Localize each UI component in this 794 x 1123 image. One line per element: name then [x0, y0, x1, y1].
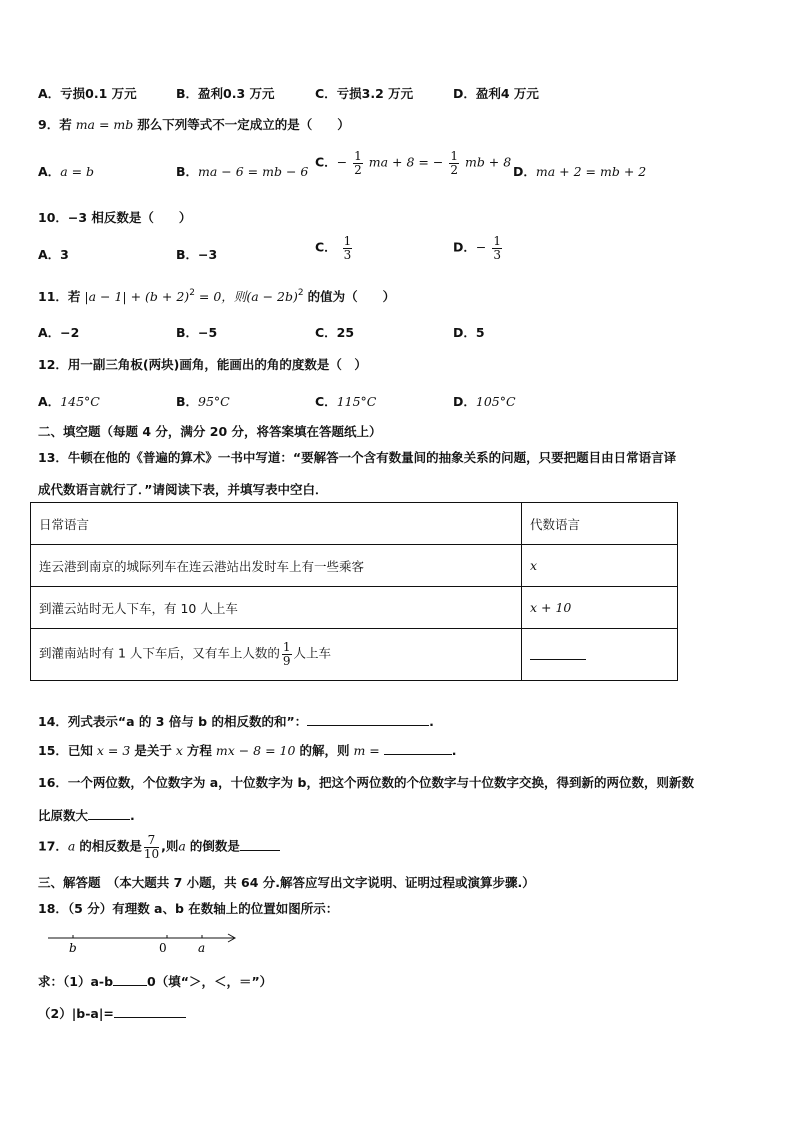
section-2-heading: 二、填空题（每题 4 分，满分 20 分，将答案填在答题纸上）: [38, 424, 382, 439]
number-line-diagram: [40, 926, 240, 956]
table-row: 到灌云站时无人下车，有 10 人上车 x + 10: [31, 587, 678, 629]
answer-blank: [530, 647, 586, 660]
q12-option-d: D．105°C: [453, 394, 516, 409]
question-16-line2: 比原数大 .: [38, 808, 135, 823]
label-b: b: [69, 941, 77, 955]
q10-option-d: D．− $\frac{1}{3}$: [453, 234, 501, 262]
question-14: 14．列式表示“a 的 3 倍与 b 的相反数的和”： .: [38, 714, 434, 729]
q11-option-c: C．25: [315, 325, 355, 340]
question-11-stem: 11．若 $|a - 1| + (b + 2)^2 = 0$，则$(a - 2b)^2$ 的值为（ ）: [38, 288, 396, 304]
table-row: 到灌南站时有 1 人下车后，又有车上人数的 $\frac{1}{9}$ 人上车: [31, 629, 678, 681]
option-d: D．盈利4 万元: [453, 86, 539, 101]
answer-blank: [88, 807, 130, 820]
label-zero: 0: [159, 941, 167, 955]
label-a: a: [198, 941, 206, 955]
question-18-stem: 18．（5 分）有理数 a、b 在数轴上的位置如图所示：: [38, 901, 339, 916]
fraction: $\frac{1}{3}$: [493, 234, 501, 262]
option-c: C．亏损3.2 万元: [315, 86, 414, 101]
fraction: $\frac{1}{3}$: [343, 234, 352, 262]
answer-blank: [113, 973, 147, 986]
q9-option-b: B．ma − 6 = mb − 6: [176, 164, 309, 179]
question-13-line2: 成代数语言就行了．”请阅读下表，并填写表中空白．: [38, 482, 328, 497]
question-9-stem: 9．若 ma = mb 那么下列等式不一定成立的是（ ）: [38, 117, 350, 132]
q11-option-a: A．−2: [38, 325, 80, 340]
section-3-heading: 三、解答题 （本大题共 7 小题，共 64 分.解答应写出文字说明、证明过程或演算步骤.）: [38, 875, 535, 890]
table-header-daily: 日常语言: [31, 503, 522, 545]
q12-option-a: A．145°C: [38, 394, 100, 409]
q10-option-b: B．−3: [176, 247, 218, 262]
q12-option-b: B．95°C: [176, 394, 230, 409]
table-row: 连云港到南京的城际列车在连云港站出发时车上有一些乘客 x: [31, 545, 678, 587]
q10-option-a: A．3: [38, 247, 69, 262]
question-10-stem: 10．−3 相反数是（ ）: [38, 210, 192, 225]
q9-option-a: A．a = b: [38, 164, 95, 179]
q9-option-d: D．ma + 2 = mb + 2: [513, 164, 647, 179]
q11-option-d: D．5: [453, 325, 485, 340]
fraction: $\frac{7}{10}$: [143, 833, 160, 861]
option-a: A．亏损0.1 万元: [38, 86, 137, 101]
fraction: $\frac{1}{9}$: [282, 640, 291, 668]
fraction: $\frac{1}{2}$: [450, 149, 458, 177]
q12-option-c: C．115°C: [315, 394, 377, 409]
answer-blank: [307, 713, 429, 726]
language-table: [30, 502, 678, 681]
fraction: $\frac{1}{2}$: [354, 149, 362, 177]
question-17: 17．a 的相反数是 $\frac{7}{10}$ ,则a 的倒数是: [38, 834, 280, 860]
question-18-part1: 求：（1）a-b 0（填“＞，＜，＝”）: [38, 974, 273, 989]
option-b: B．盈利0.3 万元: [176, 86, 275, 101]
answer-blank: [384, 742, 452, 755]
answer-blank: [114, 1005, 186, 1018]
q9-option-c: C．− $\frac{1}{2}$ ma + 8 = − $\frac{1}{2}$ mb + 8: [315, 149, 512, 177]
q10-option-c: C． $\frac{1}{3}$: [315, 234, 352, 262]
question-15: 15．已知 x = 3 是关于 x 方程 mx − 8 = 10 的解，则 m = .: [38, 743, 457, 758]
question-18-part2: （2）|b-a|=: [38, 1004, 186, 1022]
question-12-stem: 12．用一副三角板(两块)画角，能画出的角的度数是（ ）: [38, 357, 367, 372]
question-13-line1: 13．牛顿在他的《普遍的算术》一书中写道：“要解答一个含有数量间的抽象关系的问题，只要把题目由日常语言译: [38, 450, 677, 465]
question-16-line1: 16．一个两位数，个位数字为 a，十位数字为 b，把这个两位数的个位数字与十位数字交换，得到新的两位数，则新数: [38, 775, 694, 790]
table-header-algebra: 代数语言: [522, 503, 678, 545]
answer-blank: [240, 838, 280, 851]
q11-option-b: B．−5: [176, 325, 218, 340]
